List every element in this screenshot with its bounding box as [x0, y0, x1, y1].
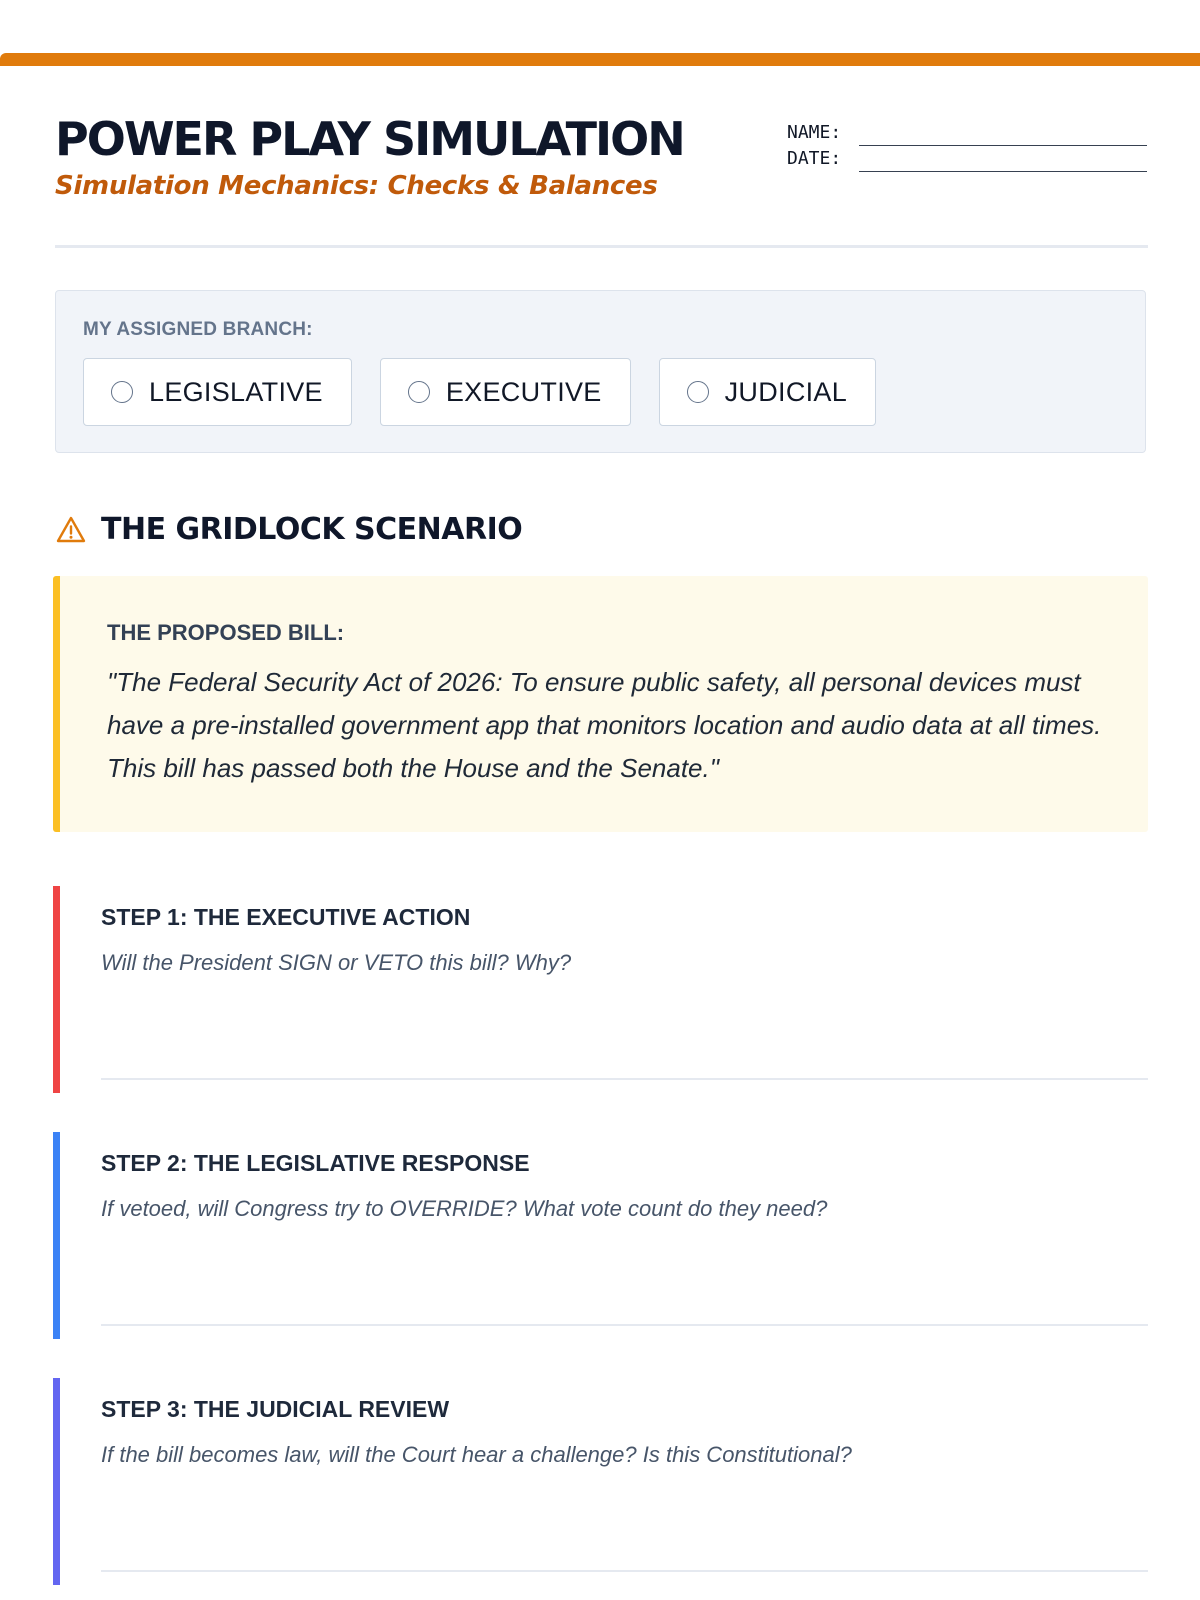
step-color-bar [53, 886, 60, 1093]
branch-option-executive[interactable] [380, 358, 631, 426]
step-question: If the bill becomes law, will the Court hear a challenge? Is this Constitutional? [101, 1442, 852, 1467]
date-row [787, 146, 1147, 172]
branch-option-label: EXECUTIVE [445, 376, 602, 407]
step-color-bar [53, 1132, 60, 1339]
header-divider [55, 245, 1148, 248]
branch-option-judicial[interactable] [659, 358, 876, 426]
branch-option-label: LEGISLATIVE [149, 376, 323, 407]
date-field[interactable] [859, 151, 1147, 172]
step-answer-area[interactable] [101, 1570, 1148, 1572]
page-subtitle: Simulation Mechanics: Checks & Balances [55, 170, 658, 201]
date-label: DATE: [787, 148, 842, 169]
branch-selector [55, 290, 1146, 453]
step-question: Will the President SIGN or VETO this bill? Why? [101, 950, 572, 975]
top-accent-bar [0, 53, 1200, 66]
step-executive-action [53, 886, 1148, 1093]
step-question: If vetoed, will Congress try to OVERRIDE? What vote count do they need? [101, 1196, 828, 1221]
proposed-bill-callout [53, 576, 1148, 832]
branch-label: MY ASSIGNED BRANCH: [83, 319, 313, 340]
name-date-block [787, 120, 1147, 172]
step-legislative-response [53, 1132, 1148, 1339]
name-label: NAME: [787, 122, 842, 143]
step-answer-area[interactable] [101, 1324, 1148, 1326]
step-title: STEP 1: THE EXECUTIVE ACTION [101, 904, 471, 930]
branch-option-label: JUDICIAL [724, 376, 848, 407]
scenario-title: THE GRIDLOCK SCENARIO [101, 512, 523, 547]
step-title: STEP 3: THE JUDICIAL REVIEW [101, 1396, 450, 1422]
branch-options [83, 358, 904, 426]
warning-triangle-icon [55, 514, 87, 546]
radio-executive[interactable] [408, 381, 430, 403]
step-judicial-review [53, 1378, 1148, 1585]
step-answer-area[interactable] [101, 1078, 1148, 1080]
page-title: POWER PLAY SIMULATION [55, 112, 684, 166]
branch-option-legislative[interactable] [83, 358, 352, 426]
scenario-heading [55, 512, 522, 547]
step-title: STEP 2: THE LEGISLATIVE RESPONSE [101, 1150, 530, 1176]
bill-label: THE PROPOSED BILL: [107, 620, 345, 645]
name-field[interactable] [859, 125, 1147, 146]
step-color-bar [53, 1378, 60, 1585]
name-row [787, 120, 1147, 146]
bill-text: "The Federal Security Act of 2026: To ensure public safety, all personal devices must have a pre-installed government app that monitors location and audio data at all times. This bill has passed both the House and the Senate." [107, 667, 1102, 783]
radio-judicial[interactable] [687, 381, 709, 403]
radio-legislative[interactable] [111, 381, 133, 403]
